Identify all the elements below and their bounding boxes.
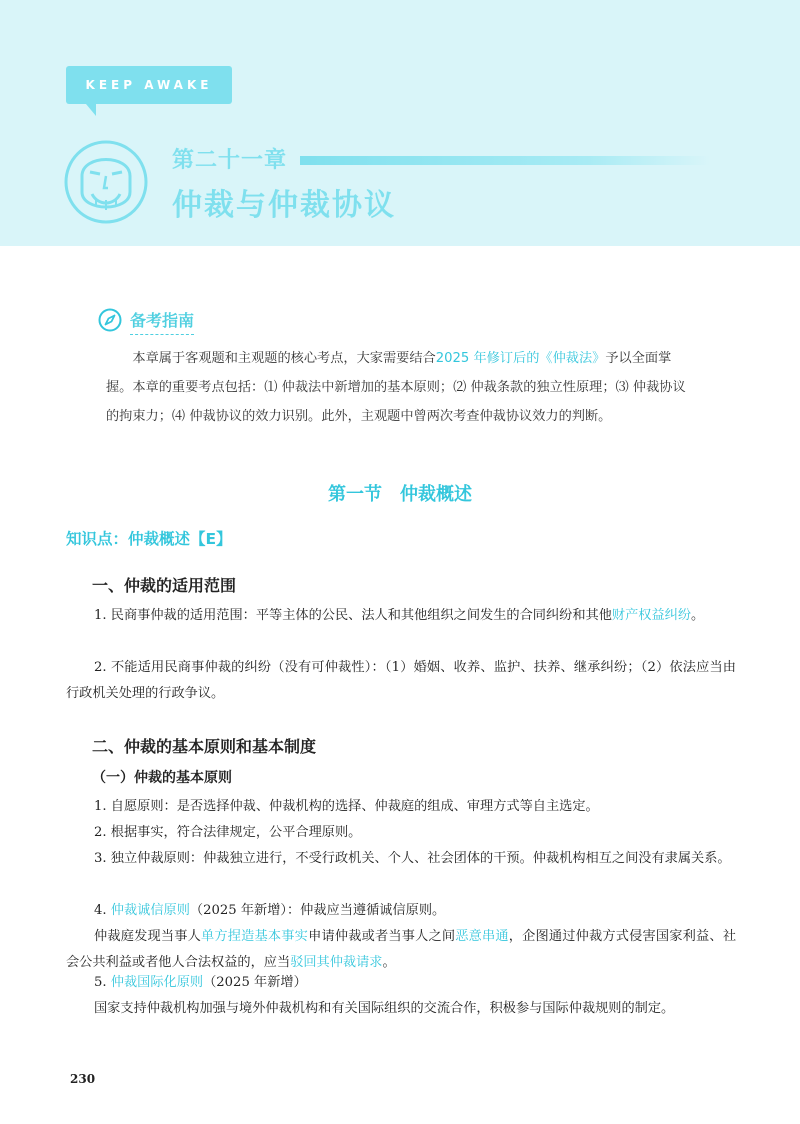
highlight-text: 仲裁诚信原则	[110, 903, 190, 918]
chapter-number: 第二十一章	[172, 147, 288, 173]
part2-subheading: （一）仲裁的基本原则	[92, 770, 232, 786]
part2-paragraph-7: 国家支持仲裁机构加强与境外仲裁机构和有关国际组织的交流合作，积极参与国际仲裁规则的制定。	[94, 1001, 675, 1016]
guide-text-part: 本章属于客观题和主观题的核心考点，大家需要结合	[132, 351, 436, 366]
part2-paragraph-3: 3. 独立仲裁原则：仲裁独立进行，不受行政机关、个人、社会团体的干预。仲裁机构相互之间没有隶属关系。	[94, 851, 731, 866]
text-run: ，企图通过仲裁方式侵害国家利益、社会公共利益或者他人合法权益的，应当	[66, 929, 736, 970]
text-run: （2025 年新增）	[203, 975, 307, 990]
keep-awake-tag: KEEP AWAKE	[66, 66, 232, 104]
highlight-text: 单方捏造基本事实	[201, 929, 309, 944]
chapter-title: 仲裁与仲裁协议	[172, 188, 396, 223]
section-title: 第一节 仲裁概述	[328, 484, 472, 505]
philosopher-head-icon	[60, 136, 152, 228]
text-run: 5.	[94, 975, 111, 990]
part2-paragraph-5	[66, 924, 736, 976]
part2-paragraph-1: 1. 自愿原则：是否选择仲裁、仲裁机构的选择、仲裁庭的组成、审理方式等自主选定。	[94, 799, 599, 814]
compass-icon	[98, 308, 122, 332]
text-run: 仲裁庭发现当事人	[94, 929, 202, 944]
knowledge-point-title: 知识点：仲裁概述【E】	[66, 530, 232, 548]
guide-text	[106, 344, 686, 431]
highlight-text: 恶意串通	[455, 929, 509, 944]
part1-paragraph-1	[66, 603, 736, 629]
chapter-divider	[300, 156, 710, 165]
highlight-text: 驳回其仲裁请求	[290, 955, 383, 970]
part2-paragraph-2: 2. 根据事实，符合法律规定，公平合理原则。	[94, 825, 362, 840]
part2-paragraph-6	[66, 970, 736, 996]
text-run: 1. 民商事仲裁的适用范围：平等主体的公民、法人和其他组织之间发生的合同纠纷和其他	[94, 608, 612, 623]
part2-heading: 二、仲裁的基本原则和基本制度	[92, 737, 317, 756]
guide-highlight: 2025 年修订后的《仲裁法》	[435, 351, 606, 366]
text-run: 申请仲裁或者当事人之间	[308, 929, 456, 944]
part2-paragraph-4	[66, 898, 736, 924]
part1-paragraph-2: 2. 不能适用民商事仲裁的纠纷（没有可仲裁性）：（1）婚姻、收养、监护、扶养、继承纠纷；（2）依法应当由行政机关处理的行政争议。	[66, 660, 736, 701]
text-run: 4.	[94, 903, 111, 918]
page-number: 230	[70, 1072, 96, 1086]
highlight-text: 仲裁国际化原则	[110, 975, 204, 990]
text-run: （2025 年新增）：仲裁应当遵循诚信原则。	[189, 903, 446, 918]
text-run: 。	[382, 955, 396, 970]
highlight-text: 财产权益纠纷	[611, 608, 692, 623]
part1-heading: 一、仲裁的适用范围	[92, 576, 237, 595]
guide-title: 备考指南	[130, 308, 194, 335]
tag-pointer	[86, 104, 96, 116]
text-run: 。	[691, 608, 705, 623]
guide-text-part: 予以全面掌握。本章的重要考点包括：⑴ 仲裁法中新增加的基本原则；⑵ 仲裁条款的独立性原理；⑶ 仲裁协议的拘束力；⑷ 仲裁协议的效力识别。此外，主观题中曾两次考查仲裁协议效力的判断。	[106, 351, 686, 424]
